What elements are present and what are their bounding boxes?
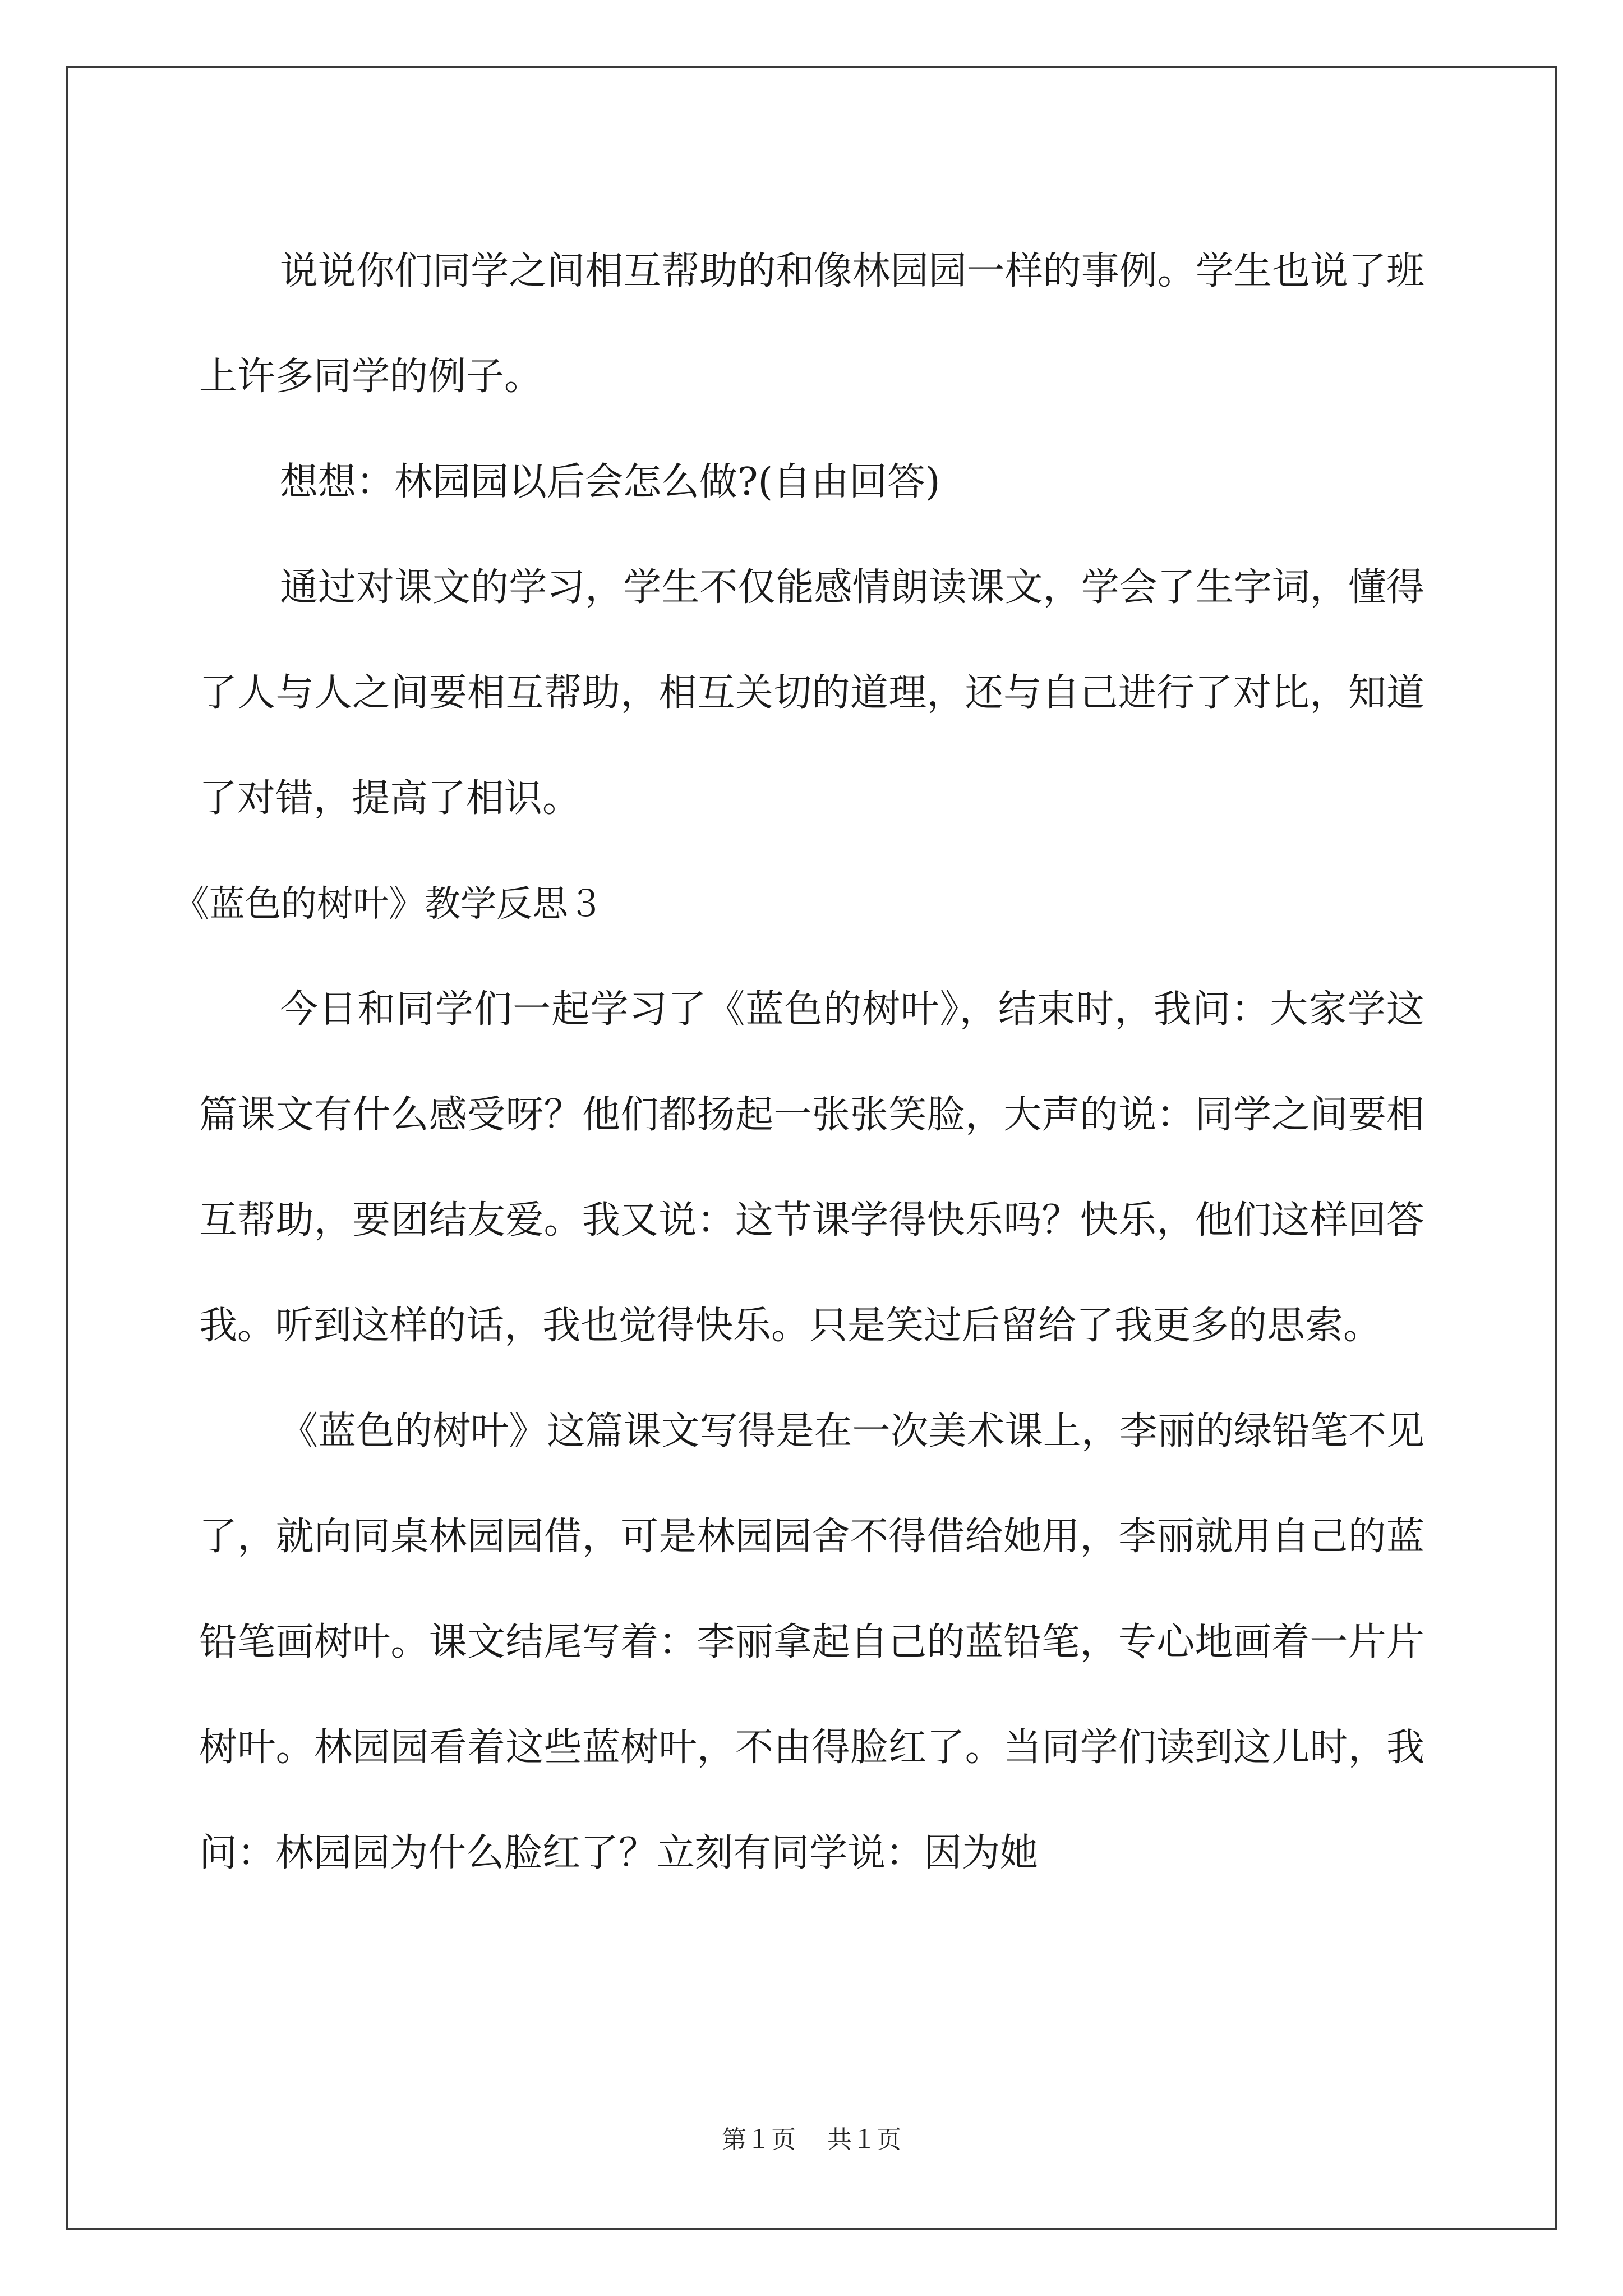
page-number: 第１页: [722, 2125, 796, 2154]
paragraph: 今日和同学们一起学习了《蓝色的树叶》，结束时，我问：大家学这篇课文有什么感受呀？他们都扬起一张张笑脸，大声的说：同学之间要相互帮助，要团结友爱。我又说：这节课学得快乐吗？快乐，他们这样回答我。听到这样的话，我也觉得快乐。只是笑过后留给了我更多的思索。: [199, 987, 1424, 1348]
paragraph: 想想：林园园以后会怎么做?(自由回答): [280, 460, 940, 504]
paragraph: 《蓝色的树叶》这篇课文写得是在一次美术课上，李丽的绿铅笔不见了，就向同桌林园园借，可是林园园舍不得借给她用，李丽就用自己的蓝铅笔画树叶。课文结尾写着：李丽拿起自己的蓝铅笔，专心地画着一片片树叶。林园园看着这些蓝树叶，不由得脸红了。当同学们读到这儿时，我问：林园园为什么脸红了？立刻有同学说：因为她: [199, 1409, 1424, 1875]
page-total: 共１页: [827, 2125, 901, 2154]
paragraph: 通过对课文的学习，学生不仅能感情朗读课文，学会了生字词，懂得了人与人之间要相互帮助，相互关切的道理，还与自己进行了对比，知道了对错，提高了相识。: [199, 565, 1424, 821]
document-body: [173, 219, 1424, 1906]
paragraph: 说说你们同学之间相互帮助的和像林园园一样的事例。学生也说了班上许多同学的例子。: [199, 249, 1424, 399]
section-heading: 《蓝色的树叶》教学反思３: [173, 884, 604, 925]
page-footer: [0, 2119, 1623, 2155]
